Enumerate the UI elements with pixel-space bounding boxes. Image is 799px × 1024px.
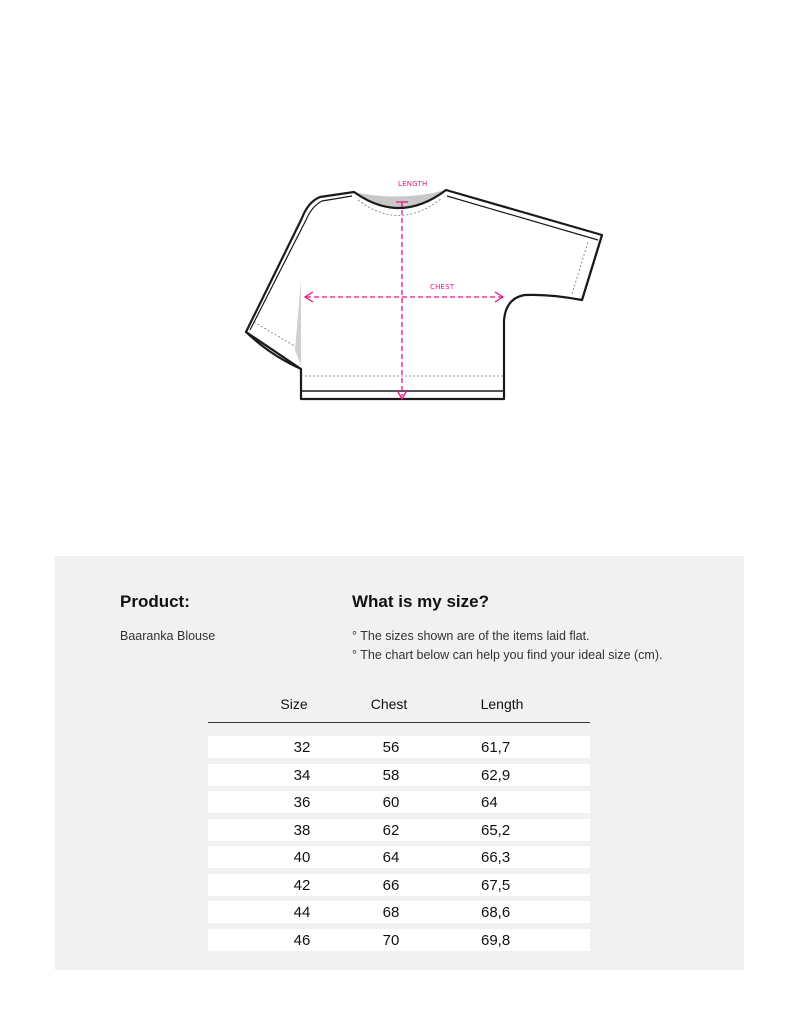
table-row: [208, 764, 590, 786]
cell-chest: 58: [382, 766, 400, 784]
cell-size: 34: [293, 766, 311, 784]
cell-length: 68,6: [481, 904, 511, 921]
table-row: [208, 929, 590, 951]
size-note: ° The chart below can help you find your ideal size (cm).: [352, 648, 663, 662]
cell-size: 40: [293, 849, 311, 866]
chest-label: CHEST: [430, 283, 455, 291]
table-row: [208, 819, 590, 841]
cell-size: 36: [293, 794, 311, 811]
cell-size: 32: [293, 739, 311, 756]
cell-length: 65,2: [481, 821, 511, 839]
size-note: ° The sizes shown are of the items laid flat.: [352, 629, 590, 643]
cell-size: 44: [293, 904, 311, 921]
table-header: [208, 696, 590, 723]
blouse-sketch-icon: [240, 170, 610, 410]
cell-chest: 70: [382, 931, 400, 949]
cell-size: 42: [293, 876, 311, 894]
length-label: LENGTH: [398, 180, 428, 188]
garment-measurement-diagram: [240, 170, 610, 410]
cell-length: 61,7: [481, 739, 511, 756]
column-header-size: Size: [280, 696, 308, 712]
table-row: [208, 901, 590, 923]
table-row: [208, 736, 590, 758]
cell-chest: 64: [382, 849, 400, 866]
cell-length: 69,8: [481, 931, 511, 949]
cell-length: 62,9: [481, 766, 511, 784]
table-body: [208, 736, 590, 956]
cell-chest: 60: [382, 794, 400, 811]
cell-length: 67,5: [481, 876, 511, 894]
table-row: [208, 791, 590, 813]
table-row: [208, 846, 590, 868]
table-row: [208, 874, 590, 896]
cell-chest: 66: [382, 876, 400, 894]
product-heading: Product:: [120, 592, 190, 611]
column-header-length: Length: [480, 696, 524, 712]
cell-length: 66,3: [481, 849, 511, 866]
column-header-chest: Chest: [370, 696, 408, 712]
size-table: [208, 696, 590, 949]
cell-size: 38: [293, 821, 311, 839]
cell-length: 64: [481, 794, 498, 811]
cell-chest: 56: [382, 739, 400, 756]
cell-chest: 62: [382, 821, 400, 839]
product-name: Baaranka Blouse: [120, 629, 216, 643]
cell-size: 46: [293, 931, 311, 949]
cell-chest: 68: [382, 904, 400, 921]
size-heading: What is my size?: [352, 592, 489, 611]
